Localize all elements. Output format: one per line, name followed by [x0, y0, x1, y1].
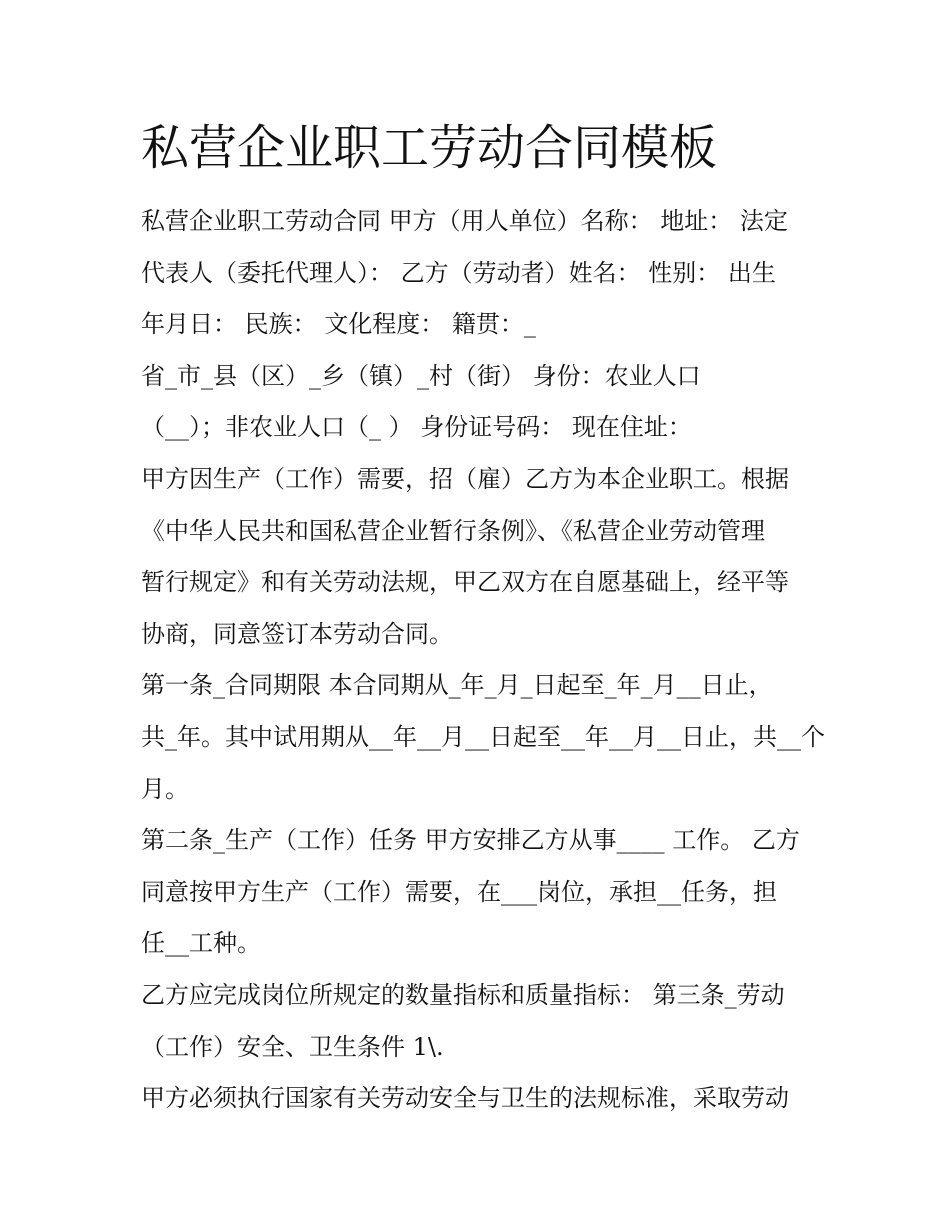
- body-line: 任__工种。: [141, 929, 261, 958]
- body-line: 甲方因生产（工作）需要，招（雇）乙方为本企业职工。根据: [141, 464, 789, 493]
- body-line: 月。: [141, 774, 189, 803]
- document-title: 私营企业职工劳动合同模板: [141, 120, 718, 176]
- body-line: 省_市_县（区）_乡（镇）_村（街） 身份：农业人口: [141, 361, 701, 390]
- body-line: 私营企业职工劳动合同 甲方（用人单位）名称： 地址： 法定: [141, 207, 788, 235]
- body-line: 协商，同意签订本劳动合同。: [141, 619, 453, 648]
- body-line: 共_年。其中试用期从__年__月__日起至__年__月__日止，共__个: [141, 722, 825, 751]
- body-line: 第一条_合同期限 本合同期从_年_月_日起至_年_月__日止，: [141, 671, 773, 700]
- body-line: 甲方必须执行国家有关劳动安全与卫生的法规标准，采取劳动: [141, 1084, 789, 1113]
- body-line: 暂行规定》和有关劳动法规，甲乙双方在自愿基础上，经平等: [141, 568, 789, 597]
- body-line: 乙方应完成岗位所规定的数量指标和质量指标： 第三条_劳动: [141, 980, 785, 1009]
- body-line: （工作）安全、卫生条件 1\.: [141, 1032, 444, 1061]
- body-line: 年月日： 民族： 文化程度： 籍贯：_: [141, 310, 536, 339]
- body-line: 同意按甲方生产（工作）需要，在___岗位，承担__任务，担: [141, 877, 777, 906]
- document-body: [141, 196, 825, 1125]
- body-line: 代表人（委托代理人）： 乙方（劳动者）姓名： 性别： 出生: [141, 258, 776, 287]
- body-line: （__）；非农业人口（_ ） 身份证号码： 现在住址：: [141, 413, 692, 442]
- body-line: 《中华人民共和国私营企业暂行条例》、《私营企业劳动管理: [141, 516, 765, 545]
- body-line: 第二条_生产（工作）任务 甲方安排乙方从事____ 工作。 乙方: [141, 826, 800, 855]
